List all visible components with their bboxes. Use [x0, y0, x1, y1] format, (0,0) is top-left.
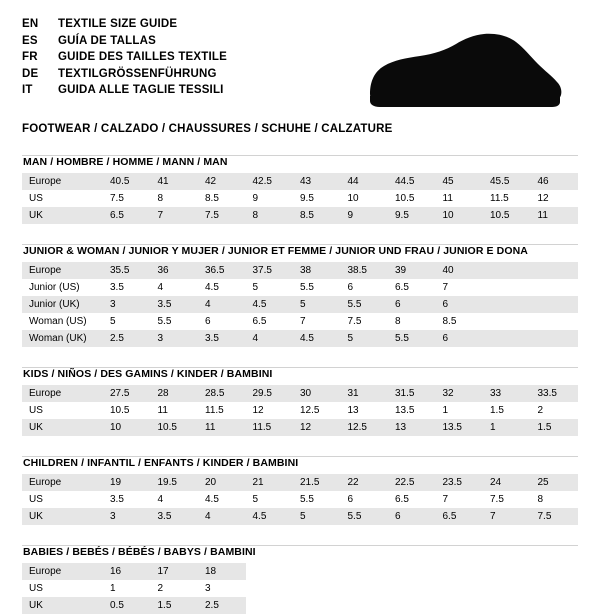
row-label: Europe [22, 173, 103, 190]
cell: 21.5 [293, 474, 341, 491]
table-row [22, 173, 578, 190]
cell: 7.5 [531, 508, 579, 525]
row-label: Europe [22, 563, 103, 580]
cell: 8 [246, 207, 294, 224]
cell: 3.5 [103, 491, 151, 508]
language-row [22, 66, 227, 83]
cell: 20 [198, 474, 246, 491]
cell: 4.5 [198, 491, 246, 508]
cell: 13 [388, 419, 436, 436]
cell: 42.5 [246, 173, 294, 190]
cell [483, 279, 531, 296]
cell: 11 [198, 419, 246, 436]
cell: 28 [151, 385, 199, 402]
cell: 1.5 [531, 419, 579, 436]
cell: 30 [293, 385, 341, 402]
language-title: GUIDA ALLE TAGLIE TESSILI [58, 84, 224, 96]
section-children [22, 456, 578, 525]
cell: 8.5 [436, 313, 484, 330]
cell: 41 [151, 173, 199, 190]
section-kids [22, 367, 578, 436]
cell: 5.5 [151, 313, 199, 330]
language-row [22, 49, 227, 66]
cell: 38.5 [341, 262, 389, 279]
row-label: US [22, 402, 103, 419]
language-code: ES [22, 34, 38, 47]
cell [436, 563, 484, 580]
section-title: KIDS / NIÑOS / DES GAMINS / KINDER / BAMBINI [23, 368, 273, 380]
cell: 7.5 [341, 313, 389, 330]
cell: 3 [198, 580, 246, 597]
row-label: Europe [22, 385, 103, 402]
language-code: EN [22, 18, 39, 30]
language-title: TEXTILGRÖSSENFÜHRUNG [58, 67, 217, 80]
cell: 42 [198, 173, 246, 190]
cell: 1.5 [483, 402, 531, 419]
cell: 1 [103, 580, 151, 597]
cell: 6 [436, 296, 484, 313]
cell: 27.5 [103, 385, 151, 402]
language-row [22, 82, 227, 99]
cell: 4 [151, 491, 199, 508]
cell: 10.5 [388, 190, 436, 207]
cell: 2 [151, 580, 199, 597]
cell: 35.5 [103, 262, 151, 279]
cell: 17 [151, 563, 199, 580]
table-row [22, 419, 578, 436]
cell: 7.5 [198, 207, 246, 224]
cell: 19 [103, 474, 151, 491]
language-title: GUIDE DES TAILLES TEXTILE [58, 51, 227, 63]
cell: 10.5 [151, 419, 199, 436]
cell: 5 [293, 508, 341, 525]
cell: 1.5 [151, 597, 199, 614]
size-table-babies [22, 563, 578, 614]
cell: 6 [341, 279, 389, 296]
table-row [22, 262, 578, 279]
cell: 7 [483, 508, 531, 525]
document-header [22, 16, 578, 110]
cell: 40 [436, 262, 484, 279]
cell: 11.5 [198, 402, 246, 419]
table-row [22, 313, 578, 330]
cell: 4.5 [246, 508, 294, 525]
cell: 18 [198, 563, 246, 580]
cell: 12 [246, 402, 294, 419]
cell [388, 563, 436, 580]
row-label: US [22, 580, 103, 597]
cell: 6.5 [388, 491, 436, 508]
cell: 11.5 [483, 190, 531, 207]
cell: 43 [293, 173, 341, 190]
table-row [22, 474, 578, 491]
cell: 10 [103, 419, 151, 436]
cell: 1 [436, 402, 484, 419]
cell: 5 [246, 279, 294, 296]
size-table-man [22, 173, 578, 224]
cell [531, 262, 579, 279]
cell: 37.5 [246, 262, 294, 279]
section-babies [22, 545, 578, 614]
table-row [22, 402, 578, 419]
size-table-junior-woman [22, 262, 578, 347]
cell: 11.5 [246, 419, 294, 436]
cell: 5.5 [293, 491, 341, 508]
table-row [22, 190, 578, 207]
cell: 3.5 [151, 508, 199, 525]
cell [246, 580, 294, 597]
cell: 0.5 [103, 597, 151, 614]
cell [483, 296, 531, 313]
cell [293, 580, 341, 597]
cell: 22.5 [388, 474, 436, 491]
cell: 6 [341, 491, 389, 508]
cell: 5 [103, 313, 151, 330]
cell: 9.5 [293, 190, 341, 207]
cell: 6 [198, 313, 246, 330]
cell: 23.5 [436, 474, 484, 491]
table-row [22, 580, 578, 597]
table-row [22, 385, 578, 402]
table-row [22, 491, 578, 508]
table-row [22, 508, 578, 525]
category-heading: FOOTWEAR / CALZADO / CHAUSSURES / SCHUHE / CALZATURE [22, 123, 393, 135]
cell: 13 [341, 402, 389, 419]
cell: 1 [483, 419, 531, 436]
cell: 4 [198, 508, 246, 525]
language-title: GUÍA DE TALLAS [58, 34, 156, 47]
cell: 4 [151, 279, 199, 296]
section-title: BABIES / BEBÉS / BÉBÉS / BABYS / BAMBINI [23, 546, 256, 558]
cell: 10 [341, 190, 389, 207]
cell: 16 [103, 563, 151, 580]
cell [483, 313, 531, 330]
cell: 10.5 [103, 402, 151, 419]
cell: 12.5 [341, 419, 389, 436]
row-label: Junior (UK) [22, 296, 103, 313]
cell: 5 [246, 491, 294, 508]
cell: 13.5 [388, 402, 436, 419]
language-code: FR [22, 51, 38, 63]
table-row [22, 279, 578, 296]
row-label: Junior (US) [22, 279, 103, 296]
cell: 5.5 [293, 279, 341, 296]
cell: 4.5 [198, 279, 246, 296]
cell: 2.5 [103, 330, 151, 347]
cell [531, 279, 579, 296]
cell [341, 563, 389, 580]
cell [483, 262, 531, 279]
cell: 5 [293, 296, 341, 313]
cell: 6.5 [388, 279, 436, 296]
cell: 6.5 [436, 508, 484, 525]
language-code: IT [22, 84, 33, 96]
cell: 7.5 [103, 190, 151, 207]
cell: 3 [103, 296, 151, 313]
cell: 4.5 [293, 330, 341, 347]
cell: 44 [341, 173, 389, 190]
row-label: Europe [22, 262, 103, 279]
cell: 5.5 [388, 330, 436, 347]
cell [483, 563, 531, 580]
cell: 28.5 [198, 385, 246, 402]
cell: 11 [151, 402, 199, 419]
cell: 2.5 [198, 597, 246, 614]
cell: 8.5 [293, 207, 341, 224]
cell: 8 [388, 313, 436, 330]
cell: 7 [293, 313, 341, 330]
cell: 40.5 [103, 173, 151, 190]
table-row [22, 563, 578, 580]
cell: 21 [246, 474, 294, 491]
cell [436, 580, 484, 597]
cell: 13.5 [436, 419, 484, 436]
section-man [22, 155, 578, 224]
cell: 36 [151, 262, 199, 279]
size-table-children [22, 474, 578, 525]
cell: 2 [531, 402, 579, 419]
row-label: UK [22, 207, 103, 224]
cell: 5.5 [341, 296, 389, 313]
cell: 4.5 [246, 296, 294, 313]
cell: 8 [151, 190, 199, 207]
row-label: Woman (US) [22, 313, 103, 330]
section-title: CHILDREN / INFANTIL / ENFANTS / KINDER / BAMBINI [23, 457, 299, 469]
cell: 6 [388, 296, 436, 313]
cell: 3.5 [198, 330, 246, 347]
section-title: JUNIOR & WOMAN / JUNIOR Y MUJER / JUNIOR ET FEMME / JUNIOR UND FRAU / JUNIOR E DONA [23, 245, 528, 257]
dress-shoe-icon [364, 32, 564, 110]
cell: 44.5 [388, 173, 436, 190]
cell: 25 [531, 474, 579, 491]
language-code: DE [22, 67, 39, 80]
cell: 46 [531, 173, 579, 190]
cell: 7 [436, 491, 484, 508]
cell: 11 [436, 190, 484, 207]
cell: 4 [246, 330, 294, 347]
cell: 7 [151, 207, 199, 224]
cell: 9 [341, 207, 389, 224]
cell: 22 [341, 474, 389, 491]
cell [483, 330, 531, 347]
cell: 3 [103, 508, 151, 525]
cell: 9 [246, 190, 294, 207]
table-row [22, 296, 578, 313]
table-row [22, 207, 578, 224]
cell: 8 [531, 491, 579, 508]
row-label: UK [22, 597, 103, 614]
table-row [22, 330, 578, 347]
section-junior-woman [22, 244, 578, 347]
cell: 39 [388, 262, 436, 279]
row-label: Woman (UK) [22, 330, 103, 347]
cell: 45 [436, 173, 484, 190]
cell: 3 [151, 330, 199, 347]
cell: 45.5 [483, 173, 531, 190]
cell: 5.5 [341, 508, 389, 525]
cell [531, 330, 579, 347]
cell: 36.5 [198, 262, 246, 279]
cell [531, 563, 579, 580]
cell [483, 580, 531, 597]
cell: 12.5 [293, 402, 341, 419]
row-label: UK [22, 508, 103, 525]
size-table-kids [22, 385, 578, 436]
cell: 6.5 [103, 207, 151, 224]
cell [388, 580, 436, 597]
cell: 4 [198, 296, 246, 313]
cell: 38 [293, 262, 341, 279]
cell [531, 580, 579, 597]
cell [246, 563, 294, 580]
cell: 6.5 [246, 313, 294, 330]
cell: 33 [483, 385, 531, 402]
cell: 6 [388, 508, 436, 525]
cell: 10.5 [483, 207, 531, 224]
row-label: US [22, 491, 103, 508]
cell [341, 580, 389, 597]
language-title: TEXTILE SIZE GUIDE [58, 18, 178, 30]
cell: 5 [341, 330, 389, 347]
cell: 12 [293, 419, 341, 436]
cell: 7 [436, 279, 484, 296]
row-label: UK [22, 419, 103, 436]
language-row [22, 16, 227, 33]
cell [293, 563, 341, 580]
cell: 8.5 [198, 190, 246, 207]
cell: 10 [436, 207, 484, 224]
cell: 12 [531, 190, 579, 207]
cell: 33.5 [531, 385, 579, 402]
cell: 24 [483, 474, 531, 491]
cell: 29.5 [246, 385, 294, 402]
language-row [22, 33, 227, 50]
cell: 3.5 [103, 279, 151, 296]
row-label: US [22, 190, 103, 207]
cell: 31.5 [388, 385, 436, 402]
section-title: MAN / HOMBRE / HOMME / MANN / MAN [23, 156, 228, 168]
cell: 19.5 [151, 474, 199, 491]
cell: 31 [341, 385, 389, 402]
cell: 6 [436, 330, 484, 347]
cell: 32 [436, 385, 484, 402]
row-label: Europe [22, 474, 103, 491]
cell: 9.5 [388, 207, 436, 224]
cell [531, 313, 579, 330]
cell: 3.5 [151, 296, 199, 313]
cell: 11 [531, 207, 579, 224]
language-title-list [22, 16, 227, 99]
cell: 7.5 [483, 491, 531, 508]
cell [531, 296, 579, 313]
